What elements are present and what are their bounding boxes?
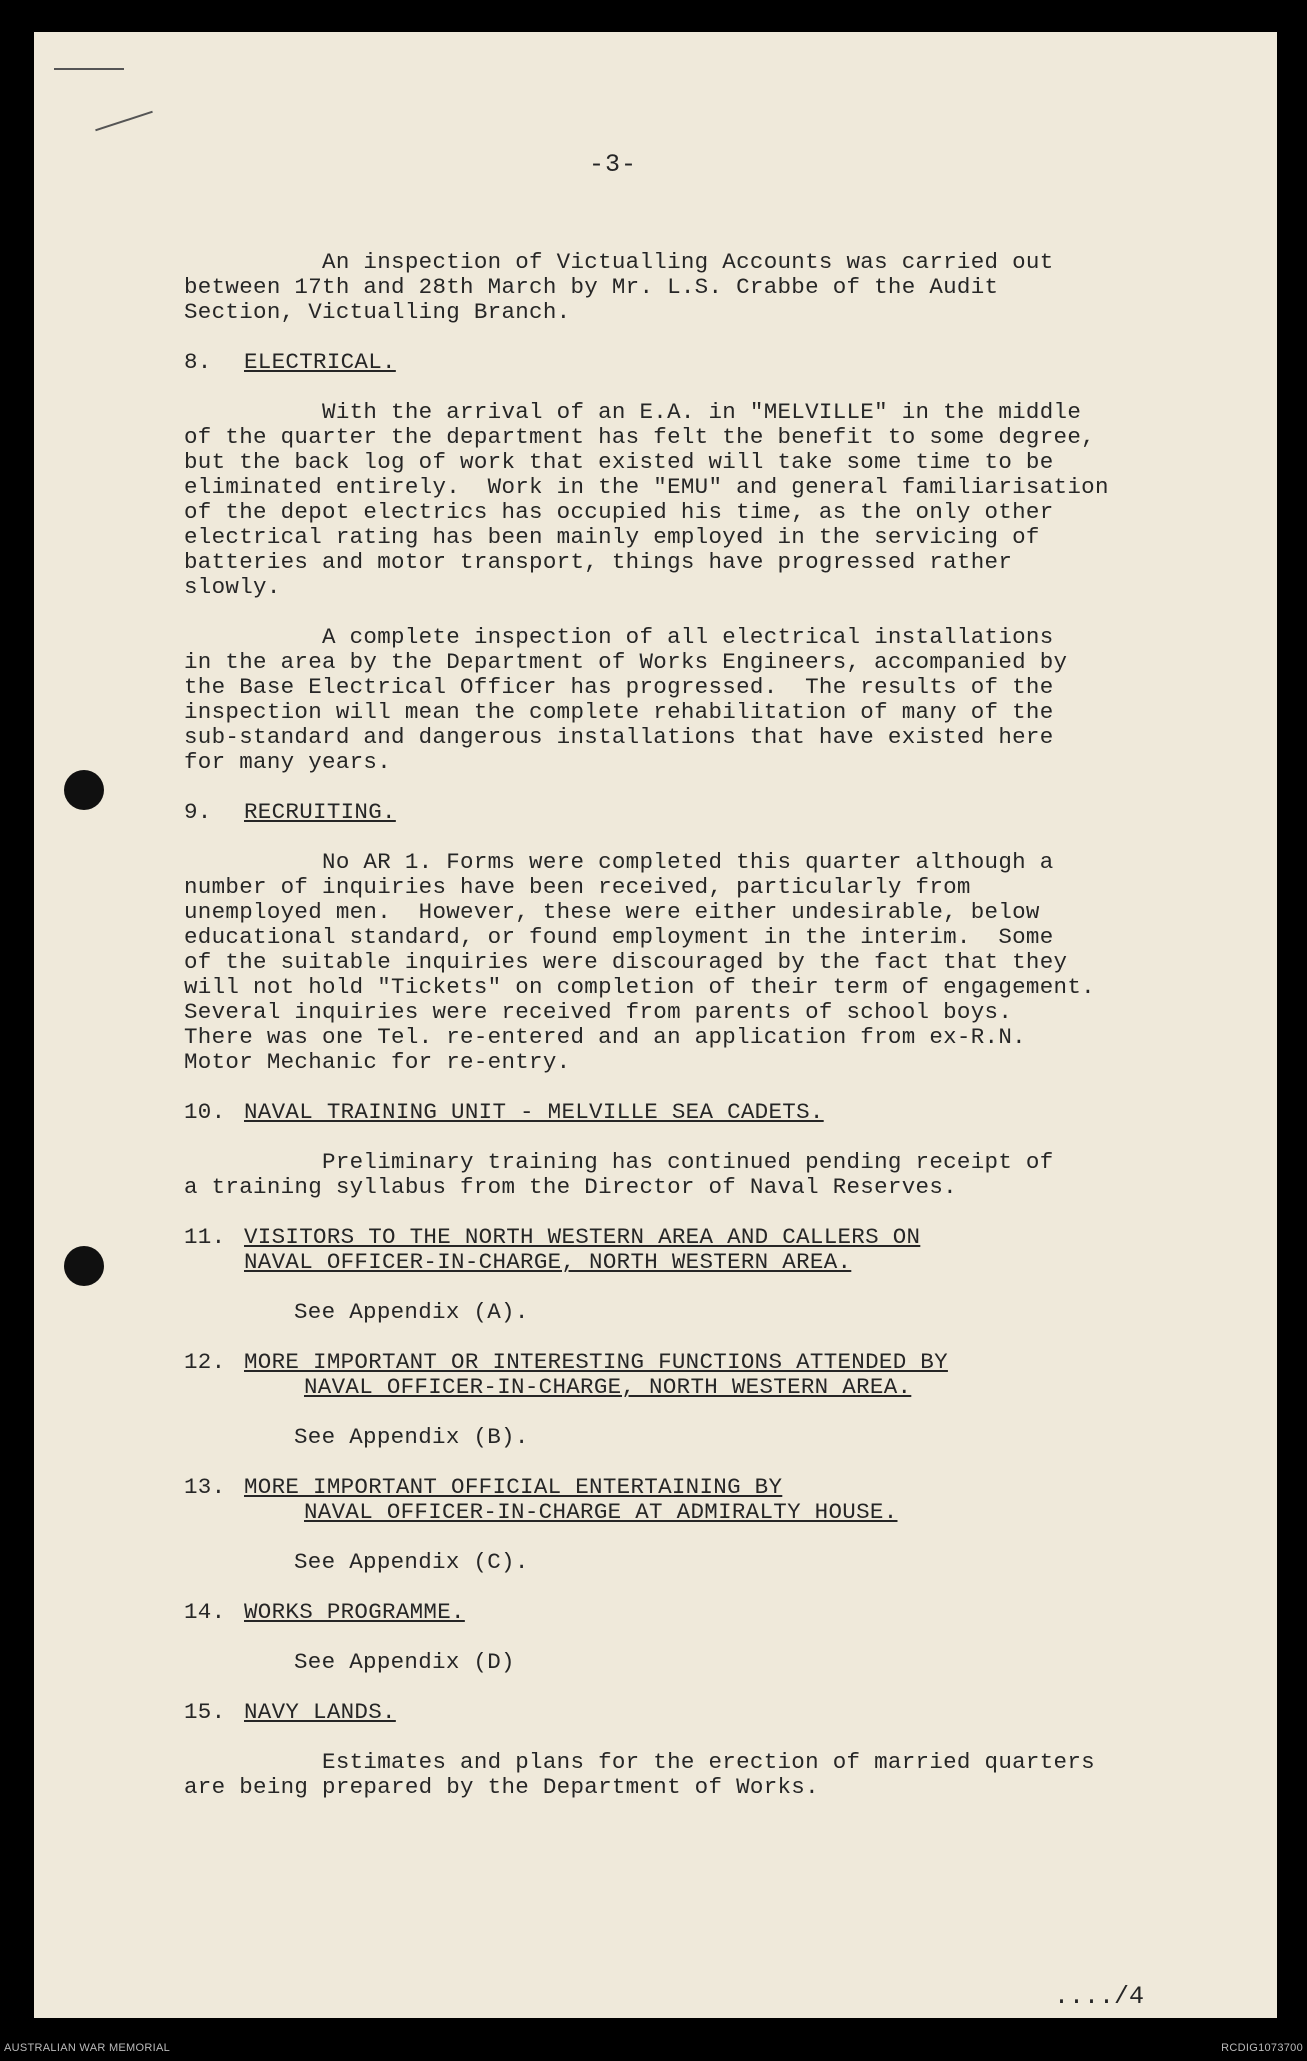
punch-hole-upper bbox=[64, 770, 104, 810]
section-heading-training bbox=[184, 1100, 1244, 1125]
entertaining-see-appendix: See Appendix (C). bbox=[294, 1549, 529, 1575]
section-title-line-2: NAVAL OFFICER-IN-CHARGE, NORTH WESTERN AREA. bbox=[304, 1374, 912, 1400]
section-title-line-1: VISITORS TO THE NORTH WESTERN AREA AND CALLERS ON bbox=[244, 1224, 921, 1250]
section-title: NAVAL TRAINING UNIT - MELVILLE SEA CADETS. bbox=[244, 1099, 824, 1125]
section-title-line-1: MORE IMPORTANT OR INTERESTING FUNCTIONS ATTENDED BY bbox=[244, 1349, 948, 1375]
works-see-appendix: See Appendix (D) bbox=[294, 1649, 515, 1675]
section-number: 8. bbox=[184, 349, 212, 375]
page-number: -3- bbox=[589, 150, 638, 179]
document-body bbox=[184, 250, 1244, 1825]
punch-hole-lower bbox=[64, 1246, 104, 1286]
section-heading-visitors bbox=[184, 1225, 1244, 1275]
section-number: 11. bbox=[184, 1224, 226, 1250]
section-number: 15. bbox=[184, 1699, 226, 1725]
section-heading-lands bbox=[184, 1700, 1244, 1725]
section-title: ELECTRICAL. bbox=[244, 349, 396, 375]
opening-paragraph: An inspection of Victualling Accounts was carried out between 17th and 28th March by Mr. L.S. Crabbe of the Audit Section, Victualling Branch. bbox=[184, 249, 1054, 325]
section-heading-entertaining bbox=[184, 1475, 1244, 1525]
document-page bbox=[34, 32, 1277, 2018]
section-number: 14. bbox=[184, 1599, 226, 1625]
visitors-see-appendix: See Appendix (A). bbox=[294, 1299, 529, 1325]
continuation-marker: ..../4 bbox=[1054, 1982, 1145, 2011]
footer-source: AUSTRALIAN WAR MEMORIAL bbox=[4, 2042, 171, 2054]
lands-paragraph: Estimates and plans for the erection of married quarters are being prepared by the Department of Works. bbox=[184, 1749, 1095, 1800]
section-title: RECRUITING. bbox=[244, 799, 396, 825]
electrical-paragraph-2: A complete inspection of all electrical installations in the area by the Department of Works Engineers, accompanied by the Base Electrical Officer has progressed. The results of the inspection will mean the complete rehabilitation of many of the sub-standard and dangerous installations that have existed here for many years. bbox=[184, 624, 1068, 775]
section-heading-electrical bbox=[184, 350, 1244, 375]
section-title-line-1: MORE IMPORTANT OFFICIAL ENTERTAINING BY bbox=[244, 1474, 783, 1500]
electrical-paragraph-1: With the arrival of an E.A. in "MELVILLE" in the middle of the quarter the department has felt the benefit to some degree, but the back log of work that existed will take some time to be eliminated entirely. Work in the "EMU" and general familiarisation of the depot electrics has occupied his time, as the only other electrical rating has been mainly employed in the servicing of batteries and motor transport, things have progressed rather slowly. bbox=[184, 399, 1109, 600]
section-number: 13. bbox=[184, 1474, 226, 1500]
footer-record-id: RCDIG1073700 bbox=[1221, 2042, 1303, 2054]
section-number: 12. bbox=[184, 1349, 226, 1375]
section-heading-functions bbox=[184, 1350, 1244, 1400]
staple-mark bbox=[54, 68, 124, 70]
section-number: 10. bbox=[184, 1099, 226, 1125]
section-title-line-2: NAVAL OFFICER-IN-CHARGE, NORTH WESTERN AREA. bbox=[244, 1249, 852, 1275]
section-title: NAVY LANDS. bbox=[244, 1699, 396, 1725]
staple-mark bbox=[95, 111, 153, 131]
section-title-line-2: NAVAL OFFICER-IN-CHARGE AT ADMIRALTY HOUSE. bbox=[304, 1499, 898, 1525]
functions-see-appendix: See Appendix (B). bbox=[294, 1424, 529, 1450]
section-title: WORKS PROGRAMME. bbox=[244, 1599, 465, 1625]
section-heading-works bbox=[184, 1600, 1244, 1625]
recruiting-paragraph: No AR 1. Forms were completed this quarter although a number of inquiries have been received, particularly from unemployed men. However, these were either undesirable, below educational standard, or found employment in the interim. Some of the suitable inquiries were discouraged by the fact that they will not hold "Tickets" on completion of their term of engagement. Several inquiries were received from parents of school boys. There was one Tel. re-entered and an application from ex-R.N. Motor Mechanic for re-entry. bbox=[184, 849, 1095, 1075]
section-heading-recruiting bbox=[184, 800, 1244, 825]
section-number: 9. bbox=[184, 799, 212, 825]
training-paragraph: Preliminary training has continued pending receipt of a training syllabus from the Director of Naval Reserves. bbox=[184, 1149, 1054, 1200]
